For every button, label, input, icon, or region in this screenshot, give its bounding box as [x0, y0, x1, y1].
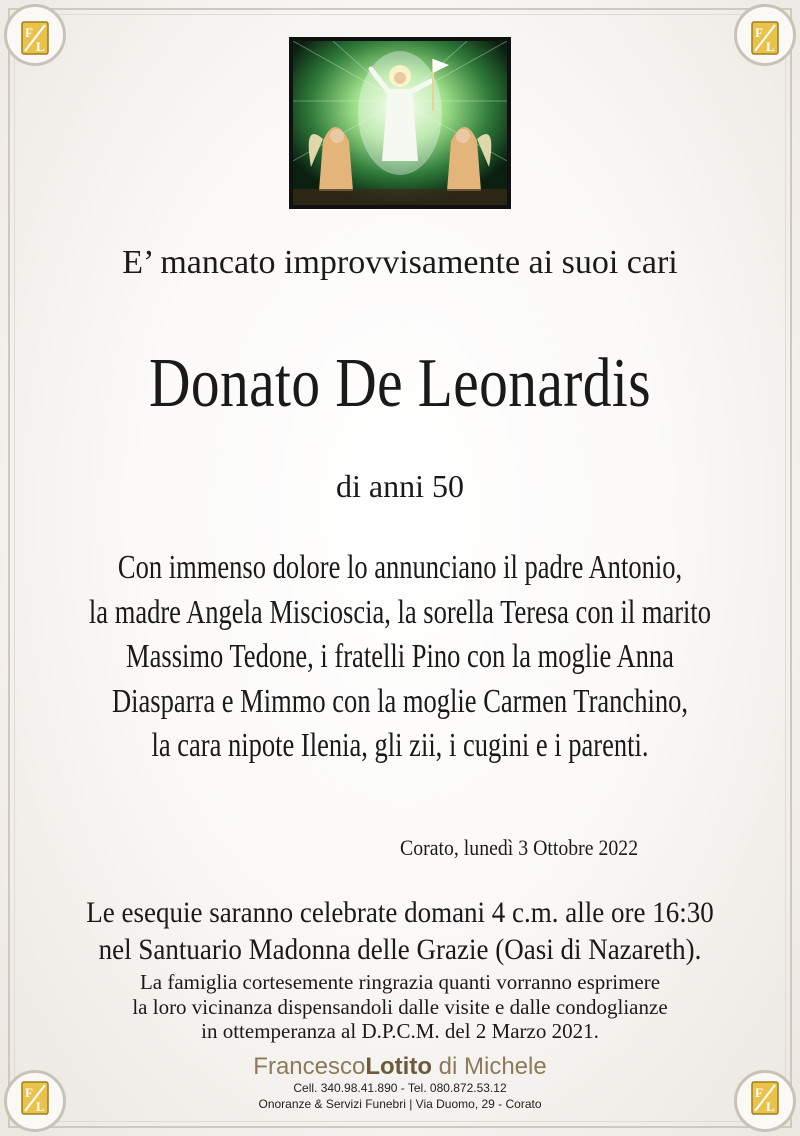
funeral-home-brand: [0, 1052, 800, 1082]
resurrection-illustration: [293, 41, 507, 205]
announcement-line: la cara nipote Ilenia, gli zii, i cugini e i parenti.: [151, 727, 649, 764]
announcement-line: Diasparra e Mimmo con la moglie Carmen Tranchino,: [112, 682, 688, 720]
thanks-line: in ottemperanza al D.P.C.M. del 2 Marzo 2021.: [201, 1019, 599, 1043]
svg-text:F: F: [25, 25, 33, 40]
announcement-line: Con immenso dolore lo annunciano il padre Antonio,: [117, 549, 683, 586]
age-line: di anni 50: [336, 468, 464, 504]
resurrection-image: [289, 37, 511, 209]
announcement-line: la madre Angela Miscioscia, la sorella Teresa con il marito: [88, 593, 712, 631]
place-date: Corato, lunedì 3 Ottobre 2022: [400, 835, 639, 860]
thanks-line: La famiglia cortesemente ringrazia quanti vorranno esprimere: [139, 970, 661, 994]
svg-text:L: L: [36, 1099, 45, 1114]
funeral-home-contacts: Cell. 340.98.41.890 - Tel. 080.872.53.12: [293, 1081, 507, 1095]
svg-text:L: L: [36, 39, 45, 54]
announcement-line: Massimo Tedone, i fratelli Pino con la moglie Anna: [126, 638, 674, 675]
corner-top-left: [10, 10, 76, 76]
fl-logo-icon: [750, 20, 780, 56]
thanks-text: [0, 970, 800, 1044]
svg-text:L: L: [766, 1099, 775, 1114]
headline: E’ mancato improvvisamente ai suoi cari: [122, 244, 678, 281]
funeral-line: nel Santuario Madonna delle Grazie (Oasi di Nazareth).: [98, 933, 702, 966]
brand-first-name: Francesco: [253, 1053, 366, 1080]
svg-text:F: F: [755, 25, 763, 40]
fl-logo-icon: [20, 20, 50, 56]
brand-suffix: di Michele: [431, 1053, 547, 1080]
thanks-line: la loro vicinanza dispensandoli dalle visite e dalle condoglianze: [132, 994, 668, 1019]
deceased-name: Donato De Leonardis: [149, 345, 651, 422]
announcement-text: [0, 546, 800, 769]
svg-text:L: L: [766, 39, 775, 54]
svg-text:F: F: [25, 1085, 33, 1100]
funeral-home-services: Onoranze & Servizi Funebri | Via Duomo, 29 - Corato: [258, 1097, 542, 1111]
brand-last-name: Lotito: [365, 1053, 432, 1080]
funeral-line: Le esequie saranno celebrate domani 4 c.m. alle ore 16:30: [86, 896, 714, 929]
funeral-info: [0, 894, 800, 968]
svg-text:F: F: [755, 1085, 763, 1100]
corner-top-right: [724, 10, 790, 76]
